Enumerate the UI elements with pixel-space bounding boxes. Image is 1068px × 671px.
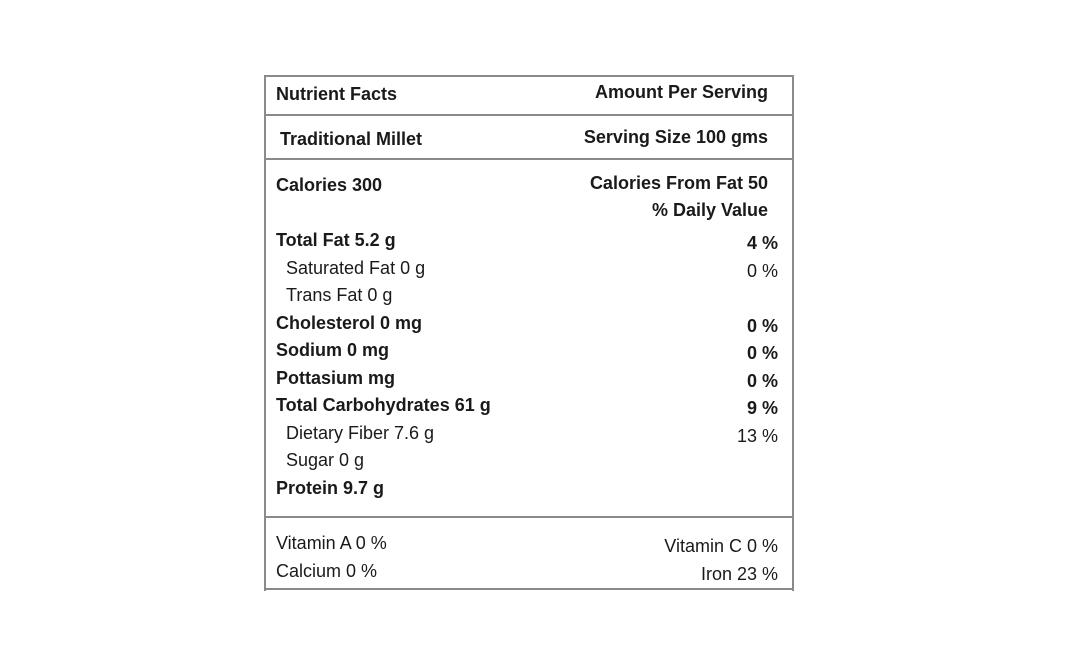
nutrient-name: Dietary Fiber 7.6 g	[286, 423, 435, 443]
nutrient-dv: 0 %	[746, 261, 778, 281]
nutrient-name: Sodium 0 mg	[276, 340, 390, 360]
divider	[266, 516, 792, 518]
divider	[266, 158, 792, 160]
nutrient-name: Protein 9.7 g	[276, 478, 385, 498]
nutrient-name: Cholesterol 0 mg	[276, 313, 423, 333]
nutrient-name: Total Carbohydrates 61 g	[276, 395, 491, 415]
nutrient-dv: 9 %	[746, 398, 778, 418]
calories-from-fat: Calories From Fat 50	[589, 173, 768, 193]
nutrient-name: Total Fat 5.2 g	[276, 230, 396, 250]
nutrient-dv: 13 %	[736, 426, 778, 446]
nutrition-label	[264, 75, 794, 591]
vitamin-a: Vitamin A 0 %	[276, 533, 387, 553]
iron: Iron 23 %	[700, 564, 778, 584]
divider	[266, 114, 792, 116]
vitamin-c: Vitamin C 0 %	[664, 536, 778, 556]
nutrient-name: Saturated Fat 0 g	[286, 258, 426, 278]
daily-value-header: % Daily Value	[651, 200, 768, 220]
amount-per-serving: Amount Per Serving	[594, 82, 768, 102]
nutrient-dv: 0 %	[746, 316, 778, 336]
nutrient-name: Pottasium mg	[276, 368, 396, 388]
product-name: Traditional Millet	[280, 129, 423, 149]
serving-size: Serving Size 100 gms	[583, 127, 768, 147]
nutrient-dv: 0 %	[746, 371, 778, 391]
divider	[266, 588, 792, 590]
nutrient-name: Sugar 0 g	[286, 450, 365, 470]
nutrient-dv: 0 %	[746, 343, 778, 363]
label-title: Nutrient Facts	[276, 84, 398, 104]
calcium: Calcium 0 %	[276, 561, 378, 581]
calories: Calories 300	[276, 175, 383, 195]
nutrient-name: Trans Fat 0 g	[286, 285, 393, 305]
nutrient-dv: 4 %	[746, 233, 778, 253]
